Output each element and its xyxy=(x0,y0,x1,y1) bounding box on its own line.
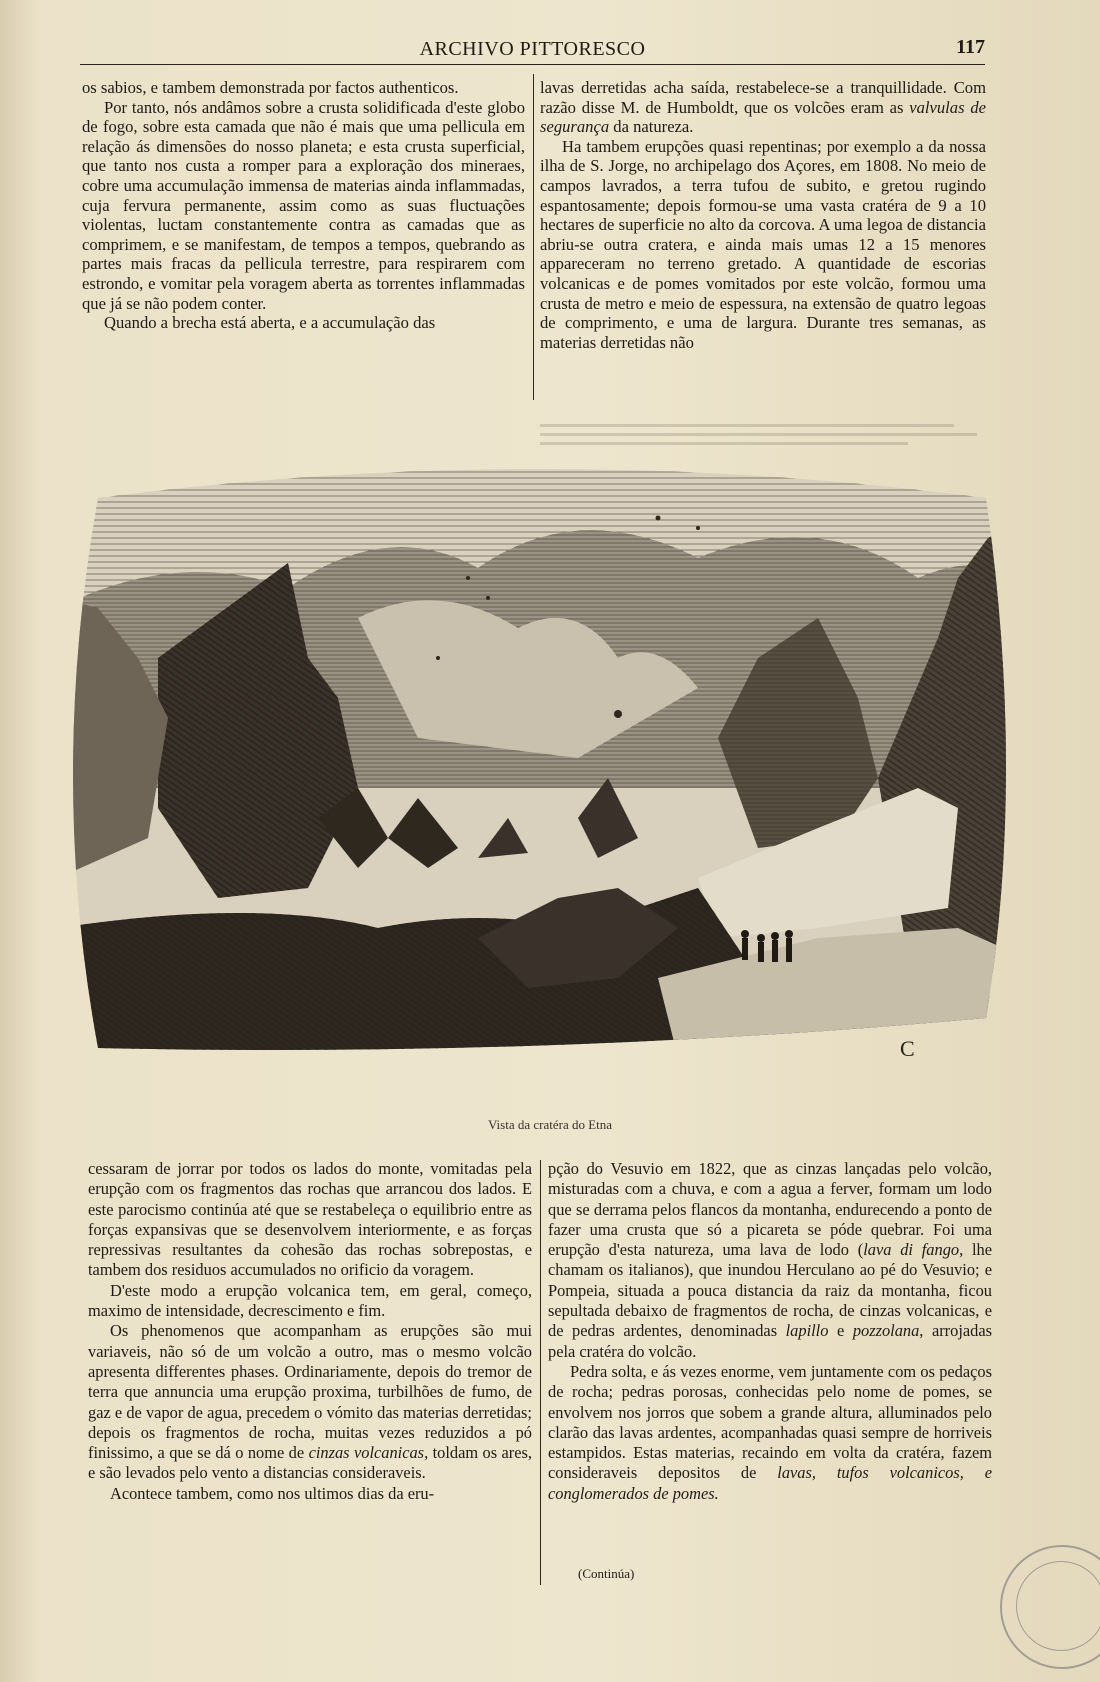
column-divider xyxy=(533,74,534,400)
journal-title: ARCHIVO PITTORESCO xyxy=(419,38,646,60)
engraver-signature: C xyxy=(900,1036,915,1061)
figure-caption: Vista da cratéra do Etna xyxy=(487,1117,613,1132)
column-top-right xyxy=(540,78,986,352)
engraving-etna-crater xyxy=(58,458,1026,1108)
paragraph xyxy=(88,1321,532,1483)
paragraph: Ha tambem erupções quasi repentinas; por exemplo a da nossa ilha de S. Jorge, no archipelago dos Açores, em 1808. No meio de campos lavrados, a terra tufou de subito, e gretou rugindo espantosamente; depois formou-se uma vasta cratéra de 9 a 10 hectares de superficie no alto da corcova. A uma legoa de distancia abriu-se outra cratera, e ainda mais umas 12 a 15 menores appareceram no terreno gretado. A quantidade de escorias volcanicas e de pomes vomitados por este volcão, formou uma crusta de metro e meio de espessura, na extensão de quatro legoas de comprimento, e uma de largura. Durante tres semanas, as materias derretidas não xyxy=(540,136,986,352)
column-bottom-left xyxy=(88,1159,532,1504)
paragraph: Quando a brecha está aberta, e a accumulação das xyxy=(104,313,436,333)
text-run: da natureza. xyxy=(609,117,694,137)
italic-run: pozzolana xyxy=(852,1321,920,1341)
engraving-svg xyxy=(58,458,1026,1108)
italic-run: lapillo xyxy=(785,1321,829,1341)
text-run: , arrojadas pela cratéra do volcão. xyxy=(548,1321,993,1361)
paragraph xyxy=(548,1159,992,1362)
text-run: Pedra solta, e ás vezes enorme, vem juntamente com os pedaços de rocha; pedras porosas, conhecidas pelo nome de pomes, se envolvem nos jorros que sobem a grande altura, alluminados pelo clarão das lavas ardentes, acompanhadas quasi sempre de horriveis estampidos. Estas materias, recaindo em volta da cratéra, fazem consideraveis depositos de xyxy=(548,1361,992,1483)
text-run: lavas derretidas acha saída, restabelece-se a tranquillidade. Com razão disse M. de Humboldt, que os volcões eram as xyxy=(540,78,986,117)
show-through-text xyxy=(540,418,1000,454)
text-run: pção do Vesuvio em 1822, que as cinzas lançadas pelo volcão, misturadas com a chuva, e com a agua a ferver, formam um lodo que se derrama pelos flancos da montanha, endurecendo a ponto de fazer uma crusta que só a picareta se póde quebrar. Foi uma erupção d'esta natureza, uma lava de lodo ( xyxy=(548,1159,992,1260)
paragraph xyxy=(540,78,986,137)
text-run: e xyxy=(828,1321,853,1341)
italic-run: lava di fango xyxy=(863,1240,960,1260)
italic-run: lavas, tufos volcanicos, e conglomerados de pomes. xyxy=(548,1463,992,1503)
text-run: Os phenomenos que acompanham as erupções são mui variaveis, não só de um volcão a outro, mas o mesmo volcão apresenta differentes phases. Ordinariamente, depois do tremor de terra que annuncia uma erupção proxima, turbilhões de fumo, de gaz e de vapor de agua, precedem o vómito das materias derretidas; depois os fragmentos de rocha, muitas vezes reduzidos a pó finissimo, a que se dá o nome de xyxy=(88,1321,532,1463)
column-divider xyxy=(540,1160,541,1585)
italic-run: cinzas volcanicas xyxy=(308,1443,425,1463)
column-top-left xyxy=(82,78,525,333)
paragraph: Por tanto, nós andâmos sobre a crusta solidificada d'este globo de fogo, sobre esta camada que não é mais que uma pellicula em relação ás dimensões do nosso planeta; e esta crusta superficial, que tanto nos custa a romper para a exploração dos mineraes, cobre uma accumulação immensa de materias ainda inflammadas, cuja fervura permanente, assim como as suas fluctuações violentas, luctam constantemente contra as camadas que as comprimem, e se manifestam, de tempos a tempos, quebrando as partes mais fracas da pellicula terrestre, para respirarem com estrondo, e vomitar pela voragem aberta as torrentes inflammadas que já se não podem conter. xyxy=(82,97,525,313)
text-run: , toldam os ares, e são levados pelo vento a distancias consideraveis. xyxy=(88,1443,532,1483)
library-stamp xyxy=(1000,1545,1100,1669)
paragraph: Acontece tambem, como nos ultimos dias da eru- xyxy=(110,1483,435,1503)
continued-note: (Continúa) xyxy=(578,1566,635,1581)
paragraph: cessaram de jorrar por todos os lados do monte, vomitadas pela erupção com os fragmentos das rochas que arrancou dos lados. E este parocismo continúa até que se restabeleça o equilibrio entre as forças expansivas que se desenvolvem interiormente, e as forças repressivas resultantes da cohesão das rochas sobrepostas, e tambem dos residuos accumulados no orificio da voragem. xyxy=(88,1159,532,1280)
text-run: , lhe chamam os italianos), que inundou Herculano ao pé do Vesuvio; e Pompeia, situada a pouca distancia da raiz da montanha, ficou sepultada debaixo de fragmentos de rocha, de cinzas volcanicas, e de pedras ardentes, denominadas xyxy=(548,1240,993,1341)
running-head xyxy=(80,34,985,65)
column-bottom-right xyxy=(548,1159,992,1504)
page-number: 117 xyxy=(956,36,985,58)
paragraph xyxy=(548,1362,992,1504)
paragraph: os sabios, e tambem demonstrada por factos authenticos. xyxy=(82,78,459,97)
italic-run: valvulas de segurança xyxy=(540,97,986,137)
stamp-inner-ring xyxy=(1016,1561,1100,1651)
paragraph: D'este modo a erupção volcanica tem, em geral, começo, maximo de intensidade, decrescimento e fim. xyxy=(88,1280,532,1321)
